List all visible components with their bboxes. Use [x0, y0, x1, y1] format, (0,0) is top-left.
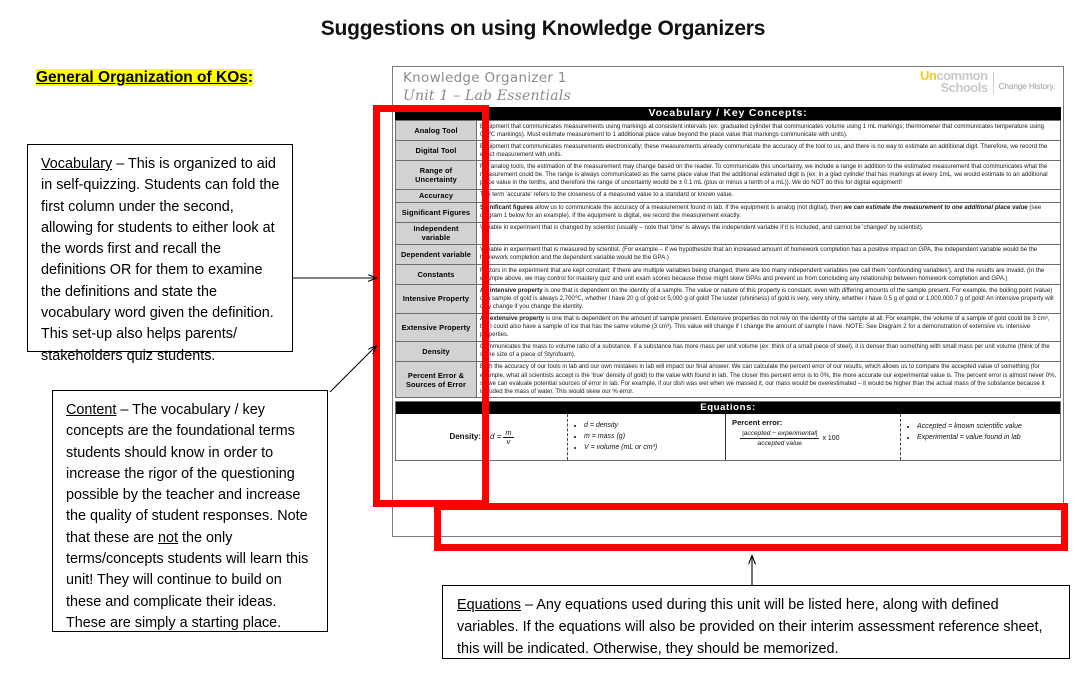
callout-equations-label: Equations: [457, 597, 522, 613]
table-row: [396, 189, 1061, 202]
vocab-term: Range of Uncertainty: [396, 161, 477, 189]
equation-variable-item: • V = volume (mL or cm³): [584, 442, 719, 453]
section-heading-colon: :: [247, 69, 254, 86]
section-heading: [36, 69, 253, 87]
document-title-line2: Unit 1 – Lab Essentials: [403, 88, 571, 104]
equation-definition-item: • Accepted = known scientific value: [917, 421, 1054, 432]
uncommon-schools-logo: [920, 70, 1055, 94]
vocab-definition: Both the accuracy of our tools in lab and our own mistakes in lab will impact our final answer. We can calculate the percent error of our results, which allows us to compare the accepted value of something (for example, what all scientists accept is the 'true' density of gold) to the value with found in lab. The closer this percent error is to 0%, the more accurate our experimental value is. The percent error is almost never 0%, so we can evaluate potential sources of error in lab. For example, if our dish was wet when we massed it, our mass would be overestimated – it would be higher than the actual mass of the substance because it included the mass of water. This would skew our % error.: [477, 361, 1061, 397]
equation-variable-item: • m = mass (g): [584, 431, 719, 442]
knowledge-organizer-document: [392, 66, 1064, 537]
density-numerator: m: [505, 427, 512, 437]
table-row: [396, 313, 1061, 341]
percent-error-label: Percent error:: [732, 418, 783, 428]
document-header: [393, 67, 1063, 107]
table-row: [396, 121, 1061, 141]
callout-vocabulary: [27, 144, 293, 364]
equation-percent-error: [726, 414, 901, 460]
callout-content: [52, 390, 328, 632]
callout-vocabulary-body: This is organized to aid in self-quizzing. Students can fold the first column under the second, allowing for students to either look at the words first and recall the definitions OR for them to examine the definitions and state the vocabulary word given the definition. This set-up also helps parents/ stakeholders quiz students.: [41, 156, 280, 364]
table-row: [396, 341, 1061, 361]
table-row: [396, 285, 1061, 313]
table-row: [396, 361, 1061, 397]
callout-content-emphasis: not: [158, 529, 179, 546]
vocab-term: Extensive Property: [396, 313, 477, 341]
vocab-term: Digital Tool: [396, 141, 477, 161]
percent-error-numerator: |accepted − experimental|: [742, 430, 818, 438]
vocab-definition: Variable in experiment that is measured by scientist. (For example – if we hypothesize that an increased amount of homework completion has a positive impact on GPA, the independent variable would be the homework completion and the dependent variable would be the GPA.): [477, 244, 1061, 264]
arrow-content-to-table: [330, 346, 376, 392]
percent-error-multiplier: x 100: [822, 434, 840, 442]
density-label: Density:: [449, 432, 482, 442]
document-title-line1: Knowledge Organizer 1: [403, 70, 567, 86]
callout-equations-dash: –: [521, 597, 537, 613]
vocabulary-table: [395, 120, 1061, 398]
vocab-term: Dependent variable: [396, 244, 477, 264]
vocabulary-banner: Vocabulary / Key Concepts:: [395, 107, 1061, 120]
section-heading-text: General Organization of KOs: [36, 69, 248, 86]
vocab-term: Independent variable: [396, 222, 477, 244]
table-row: [396, 265, 1061, 285]
callout-content-dash: –: [116, 402, 133, 418]
vocab-definition: Communicates the mass to volume ratio of a substance. If a substance has more mass per unit volume (ex: think of a small piece of steel), it is denser than something with small mass per unit volume (think of the same size of a piece of Styrofoam).: [477, 341, 1061, 361]
callout-vocabulary-dash: –: [112, 156, 128, 172]
equations-banner: Equations:: [396, 402, 1060, 414]
vocab-definition: An intensive property is one that is dependent on the identity of a sample. The value or nature of this property is constant, even with differing amounts of the sample present. For example, the boiling point (value) of a sample of gold is always 2,700℃, whether I have 20 g of gold or 5,000 g of gold! The luster (shininess) of gold is very, very shiny, whether I have 0.5 g of gold or 1,000,000.7 g of gold! An intensive property will only change if you change the identity.: [477, 285, 1061, 313]
percent-error-denominator: accepted value: [757, 440, 802, 448]
equations-section: [395, 401, 1061, 461]
callout-vocabulary-label: Vocabulary: [41, 156, 113, 172]
callout-equations-body: Any equations used during this unit will be listed here, along with defined variables. If the equations will also be provided on their interim assessment reference sheet, this will be indicated. Otherwise, they should be memorized.: [457, 597, 1043, 657]
callout-equations: [442, 585, 1070, 659]
logo-un-text: Un: [920, 68, 937, 83]
equation-variable-item: • d = density: [584, 420, 719, 431]
vocab-term: Constants: [396, 265, 477, 285]
logo-divider: [993, 72, 994, 94]
vocab-term: Density: [396, 341, 477, 361]
vocab-definition: For analog tools, the estimation of the measurement may change based on the reader. To communicate this uncertainty, we include a range in addition to the estimated measurement that communicates what the measurement could be. The range is always communicated as the same place value that the additional estimated digit is (ex: in a glad cylinder that has markings at every 1mL, we would estimate to an additional place value in the tenths, and therefore the range of uncertainty would be ± 0.1 mL (plus or minus a tenth of a mL)). We do NOT do this for digital equipment!: [477, 161, 1061, 189]
callout-content-body-part2: the only terms/concepts students will learn this unit! They will continue to build on these and complicate their ideas. These are simply a starting place.: [66, 529, 309, 631]
callout-content-body-part1: The vocabulary / key concepts are the foundational terms students should know in order to increase the rigor of the questioning possible by the teacher and increase the quality of student responses. Note that these are: [66, 402, 308, 546]
vocab-term: Accuracy: [396, 189, 477, 202]
table-row: [396, 161, 1061, 189]
table-row: [396, 141, 1061, 161]
density-denominator: v: [506, 436, 511, 446]
vocab-term: Significant Figures: [396, 202, 477, 222]
logo-schools-text: Schools: [940, 80, 988, 95]
table-row: [396, 222, 1061, 244]
table-row: [396, 244, 1061, 264]
vocab-definition: Variable in experiment that is changed by scientist (usually – note that 'time' is always the independent variable if it is included, and cannot be 'changed' by scientist).: [477, 222, 1061, 244]
callout-content-label: Content: [66, 402, 117, 418]
vocab-definition: Factors in the experiment that are kept constant; if there are multiple variables being changed, there are too many independent variables (we call them 'confounding variables'), and the results are invalid. (In the example above, we may control for mastery quiz and unit exam scores because those might skew GPAs and prevent us from concluding any relationship between homework completion and GPA.): [477, 265, 1061, 285]
equation-variables: [568, 414, 726, 460]
table-row: [396, 202, 1061, 222]
vocab-definition: The term 'accurate' refers to the closeness of a measured value to a standard or known value.: [477, 189, 1061, 202]
equation-density: [396, 414, 568, 460]
logo-tagline: Change History.: [998, 81, 1055, 91]
vocab-term: Percent Error & Sources of Error: [396, 361, 477, 397]
equation-definition-item: • Experimental = value found in lab: [917, 432, 1054, 443]
logo-common-text: common: [936, 68, 988, 83]
density-formula-lhs: d =: [490, 432, 502, 442]
vocab-definition: An extensive property is one that is dependent on the amount of sample present. Extensive properties do not rely on the identity of the sample at all. For example, the volume of a sample of gold could be 3 cm³, but I could also have a sample of ice that has the same volume (3 cm³). This value will change if I change the amount of sample I have. NOTE: See Diagram 2 for a demonstration of extensive vs. intensive properties.: [477, 313, 1061, 341]
vocab-term: Intensive Property: [396, 285, 477, 313]
vocab-definition: Significant figures allow us to communicate the accuracy of a measurement found in lab. If the equipment is analog (not digital), then we can estimate the measurement to one additional place value (see diagram 1 below for an example). If the equipment is digital, we record the measurement exactly.: [477, 202, 1061, 222]
vocab-term: Analog Tool: [396, 121, 477, 141]
page-title: Suggestions on using Knowledge Organizers: [320, 17, 766, 40]
vocab-definition: Equipment that communicates measurements electronically; these measurements already communicate the accuracy of the tool to us, and there is no way to estimate an additional digit. Therefore, we record the exact measurement with units.: [477, 141, 1061, 161]
vocab-definition: Equipment that communicates measurements using markings at consistent intervals (ex: graduated cylinder that communicates volume using 1 mL markings; thermometer that communicates temperature using 0.1℃ markings). Must estimate measurement to 1 additional place value beyond the place value that markings communicate with units).: [477, 121, 1061, 141]
equation-definitions: [901, 414, 1060, 460]
